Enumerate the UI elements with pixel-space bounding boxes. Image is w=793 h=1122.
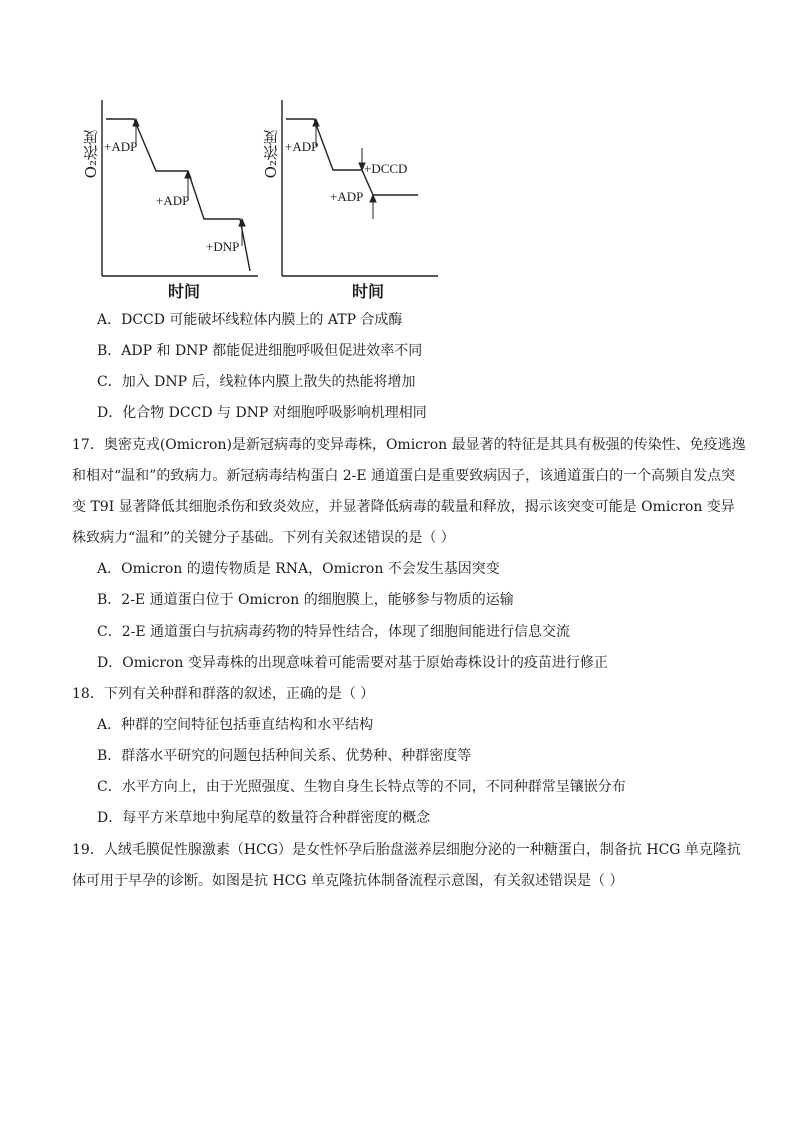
q17-option-d: D．Omicron 变异毒株的出现意味着可能需要对基于原始毒株设计的疫苗进行修正	[97, 655, 608, 671]
right-chart-curve	[286, 119, 418, 195]
left-chart-arrows	[133, 119, 245, 246]
q17-stem-line-3: 变 T9I 显著降低其细胞杀伤和致炎效应，并显著降低病毒的载量和释放，揭示该突变可能是 Omicron 变异	[72, 499, 735, 515]
figure-graphics	[60, 88, 460, 308]
q18-option-b: B．群落水平研究的问题包括种间关系、优势种、种群密度等	[97, 748, 472, 764]
oxygen-concentration-figure	[60, 88, 460, 308]
right-annotation-adp-2: +ADP	[330, 189, 364, 204]
left-chart-ylabel: O₂浓度	[82, 130, 100, 179]
q17-stem-line-4: 株致病力“温和”的关键分子基础。下列有关叙述错误的是（ ）	[72, 530, 455, 546]
left-chart-xlabel: 时间	[168, 282, 201, 301]
right-chart-xlabel: 时间	[352, 282, 385, 301]
q18-option-c: C．水平方向上，由于光照强度、生物自身生长特点等的不同，不同种群常呈镶嵌分布	[97, 779, 626, 795]
q18-stem: 18．下列有关种群和群落的叙述，正确的是（ ）	[72, 686, 375, 702]
q18-option-a: A．种群的空间特征包括垂直结构和水平结构	[97, 717, 374, 733]
q16-option-d: D．化合物 DCCD 与 DNP 对细胞呼吸影响机理相同	[97, 405, 427, 421]
q16-option-c: C．加入 DNP 后，线粒体内膜上散失的热能将增加	[97, 374, 416, 390]
left-annotation-dnp: +DNP	[206, 239, 240, 254]
q17-option-a: A．Omicron 的遗传物质是 RNA，Omicron 不会发生基因突变	[97, 561, 500, 577]
q16-option-a: A．DCCD 可能破坏线粒体内膜上的 ATP 合成酶	[97, 312, 403, 328]
left-annotation-adp-1: +ADP	[104, 139, 138, 154]
q19-stem-line-2: 体可用于早孕的诊断。如图是抗 HCG 单克隆抗体制备流程示意图，有关叙述错误是（ ）	[72, 873, 624, 889]
left-annotation-adp-2: +ADP	[156, 193, 190, 208]
q17-option-c: C．2-E 通道蛋白与抗病毒药物的特异性结合，体现了细胞间能进行信息交流	[97, 624, 571, 640]
right-annotation-dccd: +DCCD	[364, 161, 408, 176]
right-chart-axes	[282, 100, 438, 276]
q18-option-d: D．每平方米草地中狗尾草的数量符合种群密度的概念	[97, 810, 431, 826]
q17-stem-line-1: 17．奥密克戎(Omicron)是新冠病毒的变异毒株，Omicron 最显著的特征是其具有极强的传染性、免疫逃逸	[72, 437, 746, 453]
right-chart-ylabel: O₂浓度	[262, 130, 280, 179]
q17-stem-line-2: 和相对“温和”的致病力。新冠病毒结构蛋白 2-E 通道蛋白是重要致病因子，该通道蛋白的一个高频自发点突	[72, 468, 736, 484]
right-annotation-adp-1: +ADP	[285, 139, 319, 154]
q16-option-b: B．ADP 和 DNP 都能促进细胞呼吸但促进效率不同	[97, 343, 423, 359]
q19-stem-line-1: 19．人绒毛膜促性腺激素（HCG）是女性怀孕后胎盘滋养层细胞分泌的一种糖蛋白，制备抗 HCG 单克隆抗	[72, 842, 741, 858]
q17-option-b: B．2-E 通道蛋白位于 Omicron 的细胞膜上，能够参与物质的运输	[97, 592, 514, 608]
